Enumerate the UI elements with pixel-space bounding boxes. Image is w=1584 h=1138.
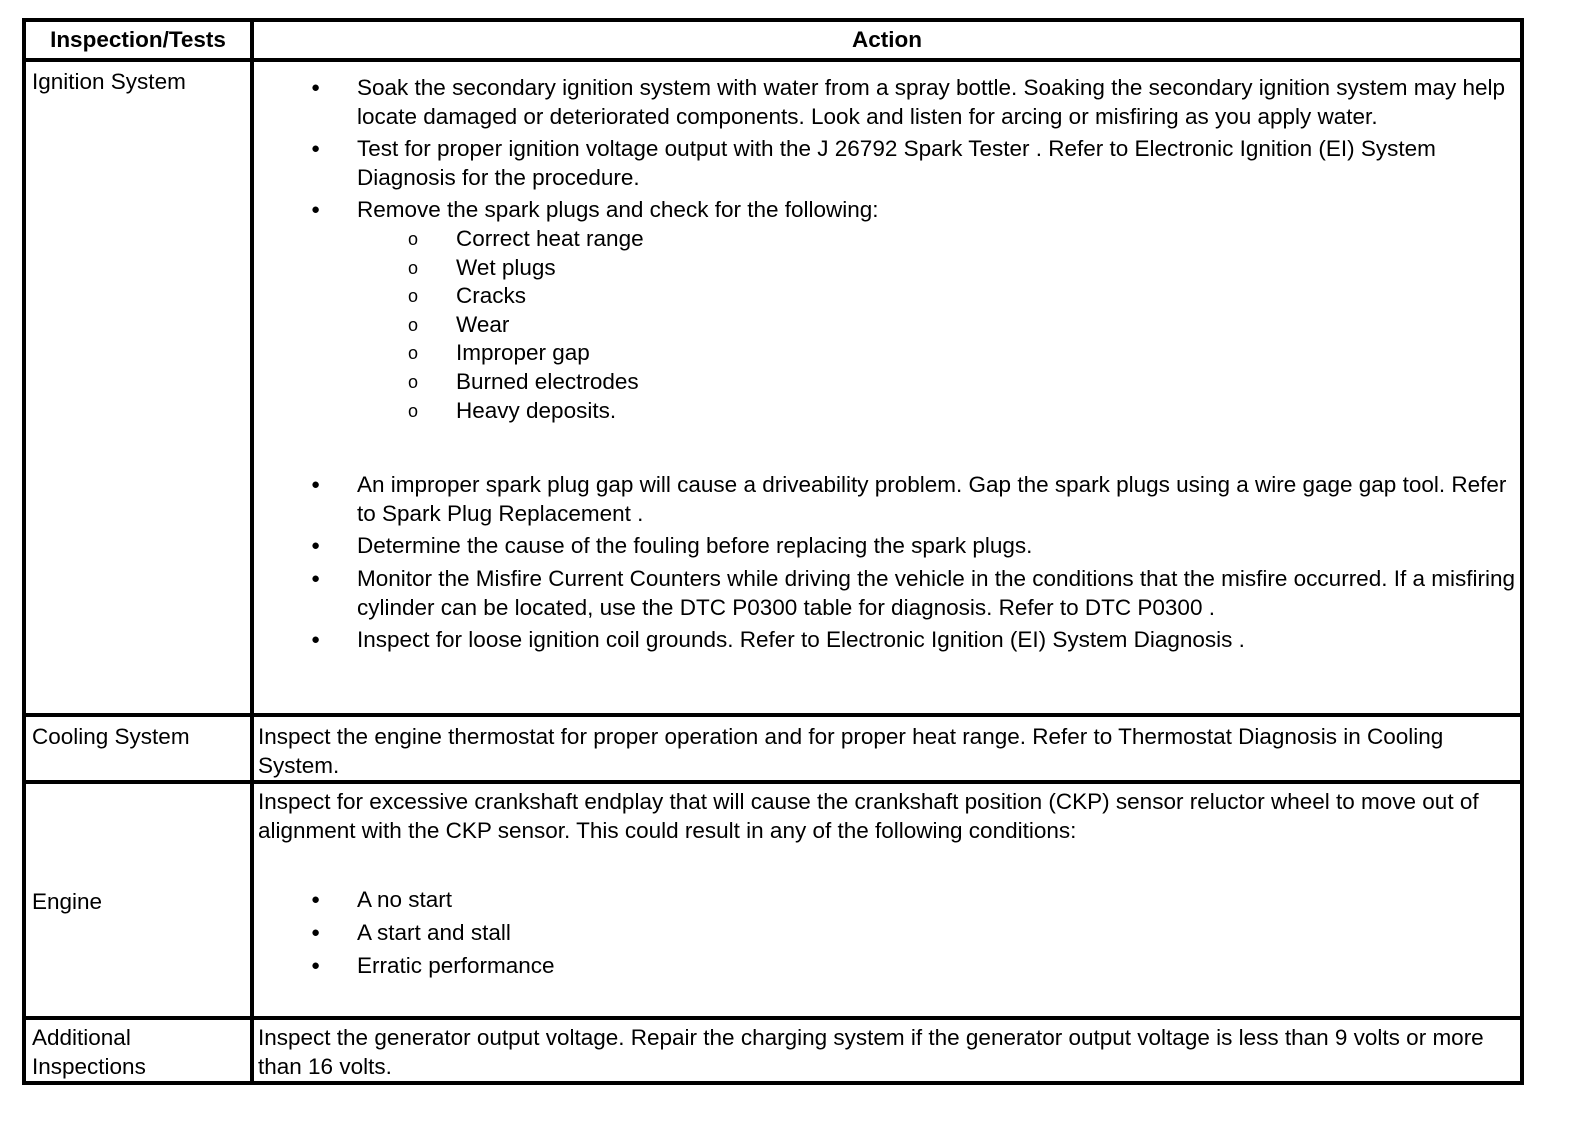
sub-list-item: o Burned electrodes [357, 368, 1516, 397]
engine-text: Inspect for excessive crankshaft endplay that will cause the crankshaft position (CKP) sensor reluctor wheel to move out of alignment with the CKP sensor. This could result in any of the following conditions: [258, 789, 1479, 843]
sub-list-item: o Correct heat range [357, 225, 1516, 254]
ignition-label: Ignition System [24, 60, 252, 715]
cooling-label: Cooling System [24, 715, 252, 782]
list-item: ● Inspect for loose ignition coil grounds. Refer to Electronic Ignition (EI) System Diagnosis . [258, 626, 1516, 655]
sub-list-item: o Wet plugs [357, 254, 1516, 283]
sub-list-item: o Heavy deposits. [357, 397, 1516, 426]
table-row-cooling [24, 715, 1522, 782]
list-item: ● Test for proper ignition voltage output with the J 26792 Spark Tester . Refer to Electronic Ignition (EI) System Diagnosis for the procedure. [258, 135, 1516, 192]
ignition-action [252, 60, 1522, 715]
list-item: ● Monitor the Misfire Current Counters while driving the vehicle in the conditions that the misfire occurred. If a misfiring cylinder can be located, use the DTC P0300 table for diagnosis. Refer to DTC P0300 . [258, 565, 1516, 622]
inspection-table [22, 18, 1524, 1085]
header-inspection: Inspection/Tests [24, 20, 252, 60]
list-item: ● Determine the cause of the fouling before replacing the spark plugs. [258, 532, 1516, 561]
table-row-additional [24, 1018, 1522, 1083]
additional-label: Additional Inspections [24, 1018, 252, 1083]
list-item: ● An improper spark plug gap will cause a driveability problem. Gap the spark plugs using a wire gage gap tool. Refer to Spark Plug Replacement . [258, 471, 1516, 528]
header-action: Action [252, 20, 1522, 60]
header-row [24, 20, 1522, 60]
engine-label: Engine [24, 782, 252, 1018]
list-item: ● Soak the secondary ignition system with water from a spray bottle. Soaking the secondary ignition system may help locate damaged or deteriorated components. Look and listen for arcing or misfiring as you apply water. [258, 74, 1516, 131]
cooling-action: Inspect the engine thermostat for proper operation and for proper heat range. Refer to Thermostat Diagnosis in Cooling System. [252, 715, 1522, 782]
sub-list-item: o Wear [357, 311, 1516, 340]
list-item [258, 196, 1516, 425]
sub-list-item: o Improper gap [357, 339, 1516, 368]
list-item-text: Remove the spark plugs and check for the following: [357, 197, 879, 223]
table-row-engine [24, 782, 1522, 1018]
list-item: ● A no start [258, 886, 1516, 915]
sub-list-item: o Cracks [357, 282, 1516, 311]
additional-action: Inspect the generator output voltage. Repair the charging system if the generator output voltage is less than 9 volts or more than 16 volts. [252, 1018, 1522, 1083]
engine-action [252, 782, 1522, 1018]
list-item: ● Erratic performance [258, 952, 1516, 981]
table-row-ignition [24, 60, 1522, 715]
list-item: ● A start and stall [258, 919, 1516, 948]
